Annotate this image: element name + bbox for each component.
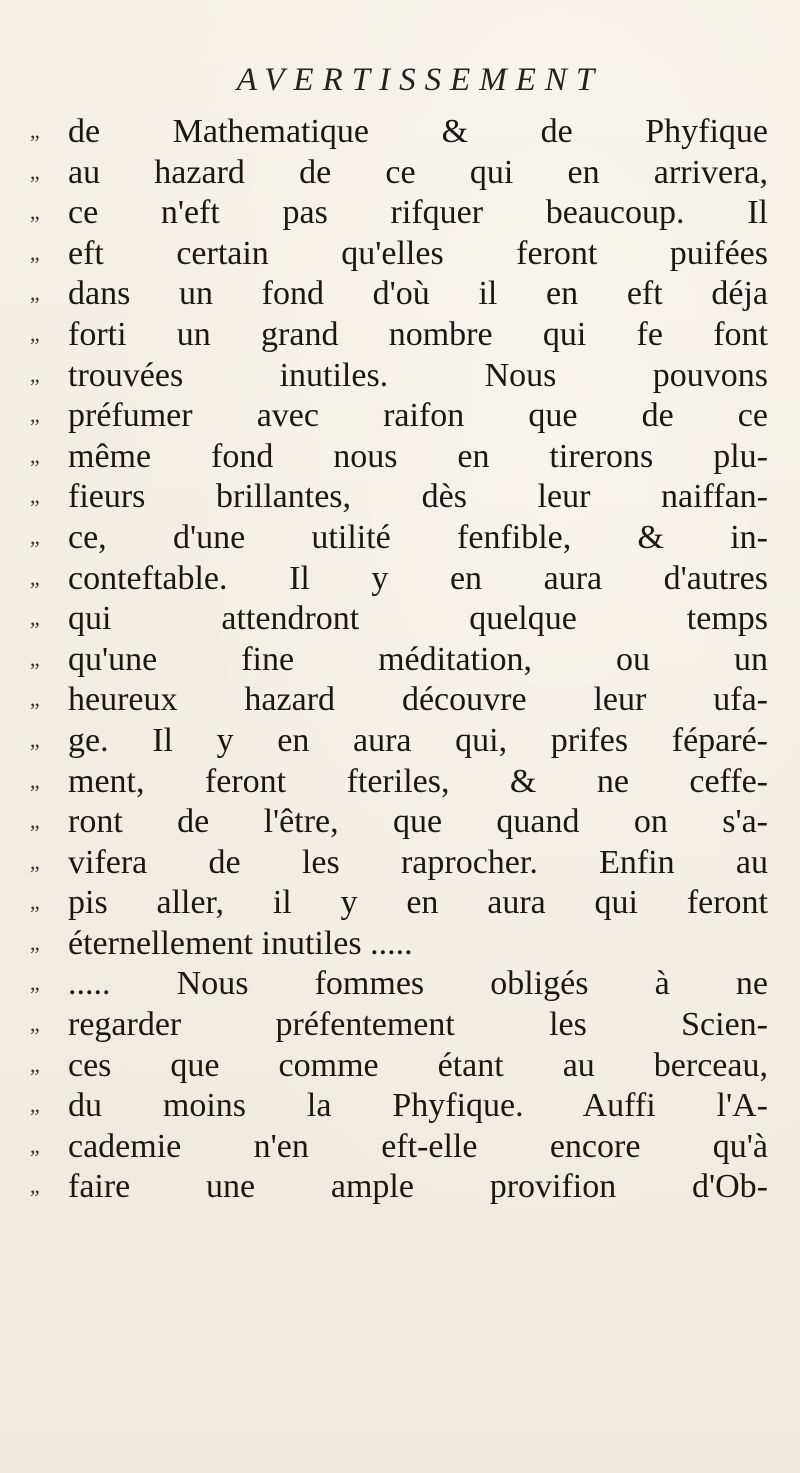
quote-mark: ,, [30,564,39,590]
quote-mark: ,, [30,483,39,509]
line-text: ce, d'une utilité fenfible, & in- [68,518,768,556]
text-block [0,112,800,1208]
line-text: forti un grand nombre qui fe font [68,315,768,353]
line-text: éternellement inutiles ..... [68,924,413,962]
text-line [0,153,800,194]
quote-mark: ,, [30,1173,39,1199]
line-text: pis aller, il y en aura qui feront [68,884,768,922]
quote-mark: ,, [30,118,39,143]
text-line [0,1005,800,1046]
line-text: vifera de les raprocher. Enfin au [68,843,768,881]
line-text: qu'une fine méditation, ou un [68,640,768,678]
text-line [0,1167,800,1208]
text-line [0,1046,800,1087]
text-line [0,1127,800,1168]
quote-mark: ,, [30,645,39,671]
quote-mark: ,, [30,199,39,225]
quote-mark: ,, [30,158,39,184]
quote-mark: ,, [30,1011,39,1037]
text-line [0,762,800,803]
quote-mark: ,, [30,442,39,468]
line-text: heureux hazard découvre leur ufa- [68,681,768,719]
quote-mark: ,, [30,686,39,712]
line-text: de Mathematique & de Phyfique [68,113,768,150]
text-line [0,964,800,1005]
line-text: même fond nous en tirerons plu- [68,437,768,475]
text-line [0,721,800,762]
line-text: fieurs brillantes, dès leur naiffan- [68,478,768,516]
quote-mark: ,, [30,970,39,996]
line-text: ces que comme étant au berceau, [68,1046,768,1084]
quote-mark: ,, [30,361,39,387]
quote-mark: ,, [30,848,39,874]
quote-mark: ,, [30,767,39,793]
quote-mark: ,, [30,1051,39,1077]
line-text: qui attendront quelque temps [68,600,768,638]
line-text: cademie n'en eft-elle encore qu'à [68,1127,768,1165]
quote-mark: ,, [30,929,39,955]
line-text: ment, feront fteriles, & ne ceffe- [68,762,768,800]
text-line [0,802,800,843]
text-line [0,883,800,924]
line-text: ge. Il y en aura qui, prifes féparé- [68,721,768,759]
text-line [0,924,800,965]
line-text: ront de l'être, que quand on s'a- [68,803,768,841]
text-line [0,356,800,397]
line-text: dans un fond d'où il en eft déja [68,275,768,313]
line-text: eft certain qu'elles feront puifées [68,234,768,272]
quote-mark: ,, [30,889,39,915]
quote-mark: ,, [30,1132,39,1158]
text-line [0,477,800,518]
text-line [0,599,800,640]
quote-mark: ,, [30,726,39,752]
text-line [0,193,800,234]
line-text: ..... Nous fommes obligés à ne [68,965,768,1003]
line-text: regarder préfentement les Scien- [68,1006,768,1044]
quote-mark: ,, [30,1092,39,1118]
text-line [0,1086,800,1127]
quote-mark: ,, [30,808,39,834]
quote-mark: ,, [30,280,39,306]
text-line [0,274,800,315]
line-text: préfumer avec raifon que de ce [68,397,768,435]
text-line [0,437,800,478]
text-line [0,234,800,275]
text-line [0,518,800,559]
text-line [0,396,800,437]
text-line [0,112,800,153]
line-text: trouvées inutiles. Nous pouvons [68,356,768,394]
text-line [0,843,800,884]
quote-mark: ,, [30,402,39,428]
text-line [0,680,800,721]
quote-mark: ,, [30,320,39,346]
quote-mark: ,, [30,605,39,631]
text-line [0,559,800,600]
quote-mark: ,, [30,523,39,549]
text-line [0,315,800,356]
line-text: conteftable. Il y en aura d'autres [68,559,768,597]
line-text: faire une ample provifion d'Ob- [68,1168,768,1206]
quote-mark: ,, [30,239,39,265]
line-text: ce n'eft pas rifquer beaucoup. Il [68,194,768,232]
text-line [0,640,800,681]
line-text: au hazard de ce qui en arrivera, [68,153,768,191]
running-header: AVERTISSEMENT [236,62,604,98]
line-text: du moins la Phyfique. Auffi l'A- [68,1087,768,1125]
